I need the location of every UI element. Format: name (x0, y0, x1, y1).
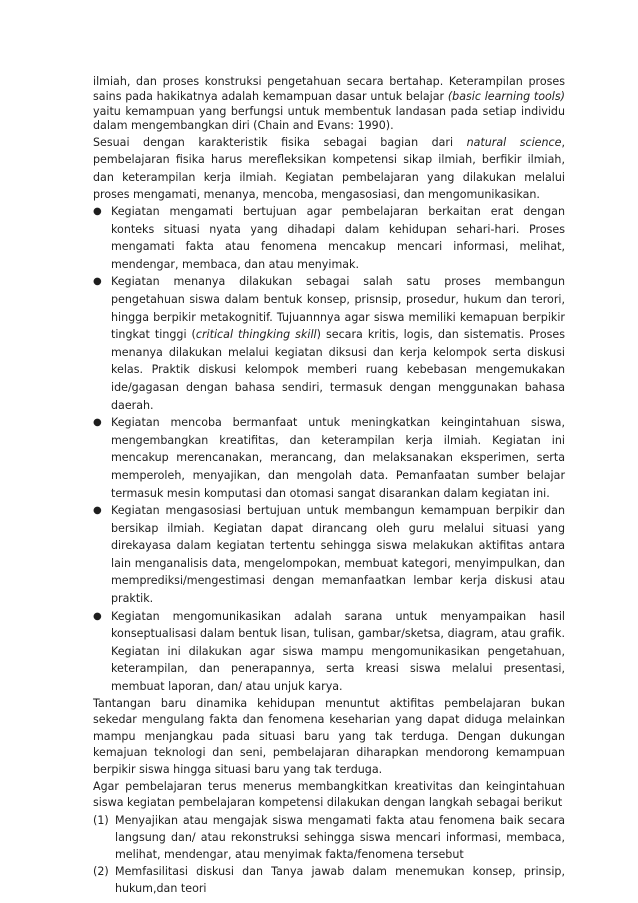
step-number: (2) (93, 864, 109, 878)
bullet-mengomunikasikan: ● Kegiatan mengomunikasikan adalah sarana untuk menyampaikan hasil konseptualisasi dalam bentuk lisan, tulisan, gambar/sketsa, diagram, atau grafik. Kegiatan ini dilakukan agar siswa mampu mengomunikasikan pengetahuan, keterampilan, dan penerapannya, serta kreasi siswa melalui presentasi, membuat laporan, dan/ atau unjuk karya. (93, 609, 565, 694)
bullet-icon: ● (93, 505, 102, 517)
activity-bullet-list (93, 203, 565, 696)
step-item: (1) Menyajikan atau mengajak siswa mengamati fakta atau fenomena baik secara langsung dan/ atau rekonstruksi sehingga siswa mencari informasi, membaca, melihat, mendengar, atau menyimak fakta/fenomena tersebut (93, 813, 565, 861)
step-number: (1) (93, 813, 109, 827)
bullet-mengamati: ● Kegiatan mengamati bertujuan agar pembelajaran berkaitan erat dengan konteks situasi nyata yang dihadapi dalam kehidupan sehari-hari. Proses mengamati fakta atau fenomena mencakup mencari informasi, melihat, mendengar, membaca, dan atau menyimak. (93, 205, 565, 271)
bullet-menanya: ● Kegiatan menanya dilakukan sebagai salah satu proses membangun pengetahuan siswa dalam bentuk konsep, prisnsip, prosedur, hukum dan terori, hingga berpikir metakognitif. Tujuannnya agar siswa memiliki kemapuan berpikir tingkat tinggi (critical thingking skill) secara kritis, logis, dan sistematis. Proses menanya dilakukan melalui kegiatan diksusi dan kerja kelompok serta diskusi kelas. Praktik diskusi kelompok memberi ruang kebebasan mengemukakan ide/gagasan dengan bahasa sendiri, termasuk dengan menggunakan bahasa daerah. (93, 275, 565, 412)
intro-paragraph: ilmiah, dan proses konstruksi pengetahuan secara bertahap. Keterampilan proses sains pada hakikatnya adalah kemampuan dasar untuk belajar (basic learning tools) yaitu kemampuan yang berfungsi untuk membentuk landasan pada setiap individu dalam mengembangkan diri (Chain and Evans: 1990). (93, 75, 565, 133)
bullet-icon: ● (93, 610, 102, 622)
step-item: (2) Memfasilitasi diskusi dan Tanya jawab dalam menemukan konsep, prinsip, hukum,dan teori (93, 864, 565, 895)
bullet-mengasosiasi: ● Kegiatan mengasosiasi bertujuan untuk membangun kemampuan berpikir dan bersikap ilmiah. Kegiatan dapat dirancang oleh guru melalui situasi yang direkayasa dalam kegiatan tertentu sehingga siswa melakukan aktifitas antara lain menganalisis data, mengelompokan, membuat kategori, menyimpulkan, dan memprediksi/mengestimasi dengan memanfaatkan lembar kerja diskusi atau praktik. (93, 504, 565, 606)
document-page (93, 75, 565, 897)
bullet-icon: ● (93, 417, 102, 429)
challenge-paragraph: Tantangan baru dinamika kehidupan menuntut aktifitas pembelajaran bukan sekedar mengulang fakta dan fenomena keseharian yang dapat diduga melainkan mampu menjangkau pada situasi baru yang tak terduga. Dengan dukungan kemajuan teknologi dan seni, pembelajaran diharapkan mendorong kemampuan berpikir siswa hingga situasi baru yang tak terduga. (93, 696, 565, 776)
bullet-icon: ● (93, 206, 102, 217)
steps-list (93, 812, 565, 897)
characteristics-paragraph: Sesuai dengan karakteristik fisika sebagai bagian dari natural science, pembelajaran fisika harus merefleksikan kompetensi sikap ilmiah, berfikir ilmiah, dan keterampilan kerja ilmiah. Kegiatan pembelajaran yang dilakukan melalui proses mengamati, menanya, mencoba, mengasosiasi, dan mengomunikasikan. (93, 136, 565, 201)
bullet-icon: ● (93, 276, 102, 288)
steps-intro-paragraph: Agar pembelajaran terus menerus membangkitkan kreativitas dan keingintahuan siswa kegiatan pembelajaran kompetensi dilakukan dengan langkah sebagai berikut (93, 779, 565, 810)
bullet-mencoba: ● Kegiatan mencoba bermanfaat untuk meningkatkan keingintahuan siswa, mengembangkan kreatifitas, dan keterampilan kerja ilmiah. Kegiatan ini mencakup merencanakan, merancang, dan melaksanakan eksperimen, serta memperoleh, menyajikan, dan mengolah data. Pemanfaatan sumber belajar termasuk mesin komputasi dan otomasi sangat disarankan dalam kegiatan ini. (93, 416, 565, 500)
